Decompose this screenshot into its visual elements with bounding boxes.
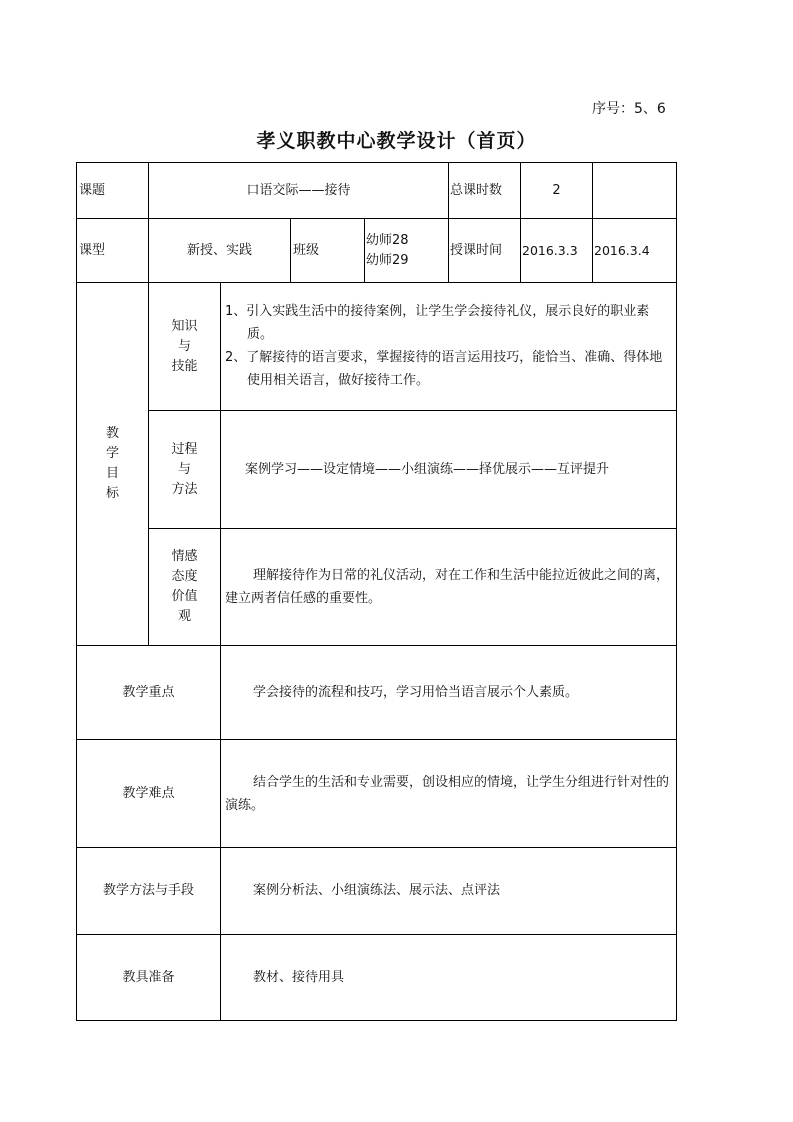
emotion-values-content: 理解接待作为日常的礼仪活动，对在工作和生活中能拉近彼此之间的离，建立两者信任感的重要性。 xyxy=(225,568,670,606)
class-item: 幼师29 xyxy=(366,252,409,268)
class-list xyxy=(366,219,448,282)
difficulties-label: 教学难点 xyxy=(122,785,175,801)
methods-content: 案例分析法、小组演练法、展示法、点评法 xyxy=(253,883,501,898)
knowledge-skills-label: 知识 与 技能 xyxy=(171,318,198,374)
process-methods-label: 过程 与 方法 xyxy=(171,441,198,497)
teaching-date-2: 2016.3.4 xyxy=(594,242,650,258)
key-points-content: 学会接待的流程和技巧，学习用恰当语言展示个人素质。 xyxy=(253,684,579,700)
knowledge-item: 1、引入实践生活中的接待案例，让学生学会接待礼仪，展示良好的职业素质。 xyxy=(225,304,650,342)
teaching-aids-content: 教材、接待用具 xyxy=(253,969,345,985)
topic-value: 口语交际——接待 xyxy=(246,182,351,198)
process-methods-content: 案例学习——设定情境——小组演练——择优展示——互评提升 xyxy=(245,461,610,477)
knowledge-skills-content xyxy=(221,300,676,400)
page-title: 孝义职教中心教学设计（首页） xyxy=(256,130,537,152)
methods-label: 教学方法与手段 xyxy=(102,883,194,898)
total-hours-value: 2 xyxy=(552,182,561,198)
emotion-values-label: 情感 态度 价值 观 xyxy=(171,549,198,624)
total-hours-label: 总课时数 xyxy=(450,182,503,198)
difficulties-content: 结合学生的生活和专业需要，创设相应的情境，让学生分组进行针对性的演练。 xyxy=(225,774,670,813)
serial-number: 序号：5、6 xyxy=(592,101,666,117)
class-label: 班级 xyxy=(293,242,320,258)
class-item: 幼师28 xyxy=(366,232,409,248)
knowledge-item: 2、了解接待的语言要求，掌握接待的语言运用技巧，能恰当、准确、得体地使用相关语言，做好接待工作。 xyxy=(225,350,663,388)
type-label: 课型 xyxy=(79,242,106,258)
teaching-goals-label: 教 学 目 标 xyxy=(105,426,119,501)
teaching-date-1: 2016.3.3 xyxy=(522,242,578,258)
key-points-label: 教学重点 xyxy=(122,684,175,700)
topic-label: 课题 xyxy=(79,182,106,198)
type-value: 新授、实践 xyxy=(186,242,252,258)
teaching-aids-label: 教具准备 xyxy=(122,969,175,985)
teaching-time-label: 授课时间 xyxy=(450,242,503,258)
